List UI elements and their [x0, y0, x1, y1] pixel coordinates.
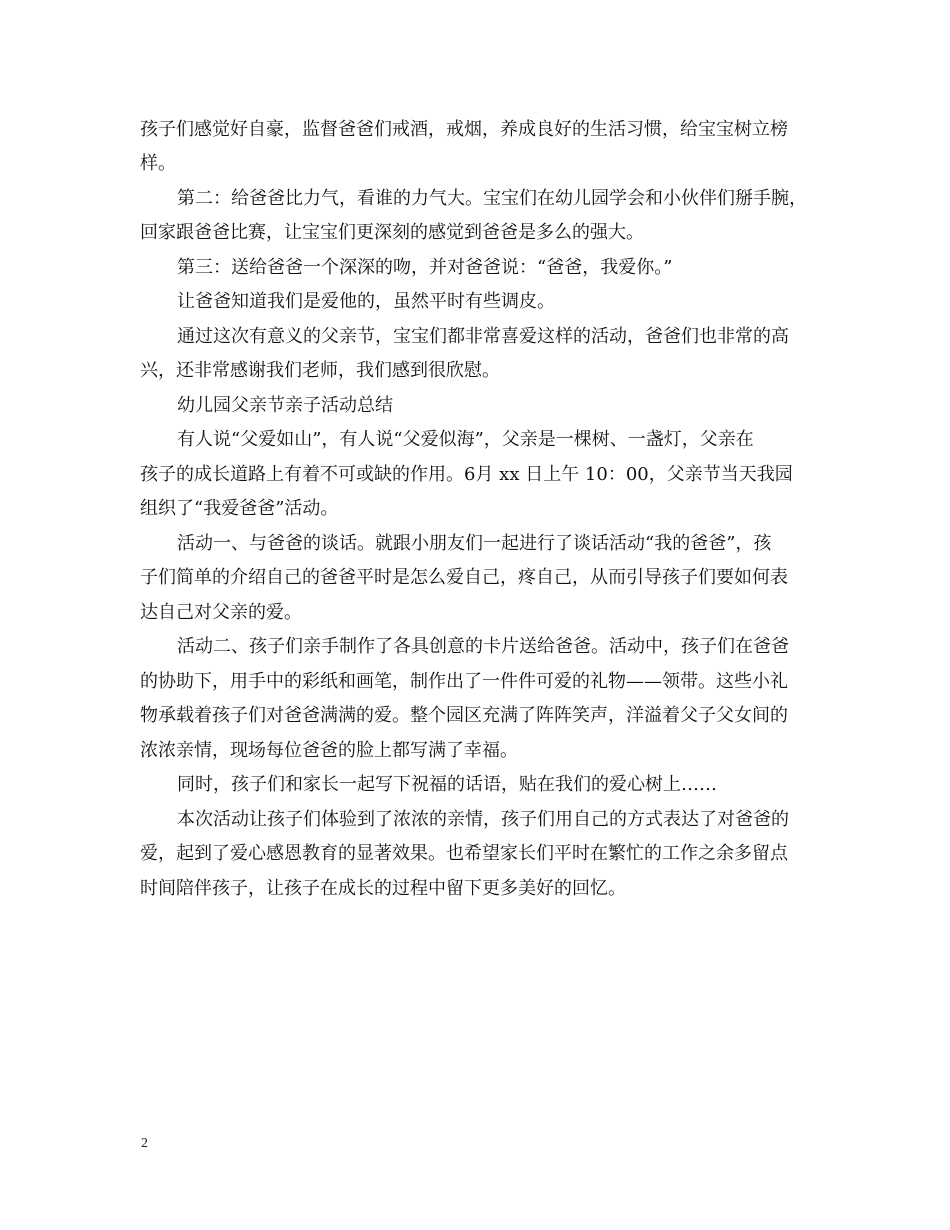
text-line: 达自己对父亲的爱。 — [140, 602, 302, 623]
text-line: 有人说“父爱如山”，有人说“父爱似海”，父亲是一棵树、一盏灯，父亲在 — [177, 429, 754, 450]
text-line: 子们简单的介绍自己的爸爸平时是怎么爱自己，疼自己，从而引导孩子们要如何表 — [140, 567, 788, 588]
text-line: 第二：给爸爸比力气，看谁的力气大。宝宝们在幼儿园学会和小伙伴们掰手腕， — [177, 188, 807, 209]
text-line: 物承载着孩子们对爸爸满满的爱。整个园区充满了阵阵笑声，洋溢着父子父女间的 — [140, 705, 788, 726]
page-number: 2 — [141, 1136, 148, 1151]
text-line: 浓浓亲情，现场每位爸爸的脸上都写满了幸福。 — [140, 740, 518, 761]
text-line: 时间陪伴孩子，让孩子在成长的过程中留下更多美好的回忆。 — [140, 878, 626, 899]
text-line: 回家跟爸爸比赛，让宝宝们更深刻的感觉到爸爸是多么的强大。 — [140, 222, 644, 243]
text-line: 组织了“我爱爸爸”活动。 — [140, 498, 339, 519]
section-heading: 幼儿园父亲节亲子活动总结 — [177, 395, 393, 416]
text-line: 活动一、与爸爸的谈话。就跟小朋友们一起进行了谈话活动“我的爸爸”，孩 — [177, 533, 772, 554]
text-line: 的协助下，用手中的彩纸和画笔，制作出了一件件可爱的礼物——领带。这些小礼 — [140, 671, 788, 692]
text-line: 第三：送给爸爸一个深深的吻，并对爸爸说：“爸爸，我爱你。” — [177, 257, 673, 278]
text-line: 本次活动让孩子们体验到了浓浓的亲情，孩子们用自己的方式表达了对爸爸的 — [177, 809, 789, 830]
text-line: 兴，还非常感谢我们老师，我们感到很欣慰。 — [140, 360, 500, 381]
text-line: 活动二、孩子们亲手制作了各具创意的卡片送给爸爸。活动中，孩子们在爸爸 — [177, 636, 789, 657]
text-line: 样。 — [140, 153, 176, 174]
text-line: 孩子的成长道路上有着不可或缺的作用。6月 xx 日上午 10：00，父亲节当天我园 — [140, 464, 793, 485]
text-line: 爱，起到了爱心感恩教育的显著效果。也希望家长们平时在繁忙的工作之余多留点 — [140, 843, 788, 864]
text-line: 通过这次有意义的父亲节，宝宝们都非常喜爱这样的活动，爸爸们也非常的高 — [177, 326, 789, 347]
text-line: 同时，孩子们和家长一起写下祝福的话语，贴在我们的爱心树上…… — [177, 774, 717, 795]
text-line: 孩子们感觉好自豪，监督爸爸们戒酒，戒烟，养成良好的生活习惯，给宝宝树立榜 — [140, 119, 788, 140]
text-line: 让爸爸知道我们是爱他的，虽然平时有些调皮。 — [177, 291, 555, 312]
